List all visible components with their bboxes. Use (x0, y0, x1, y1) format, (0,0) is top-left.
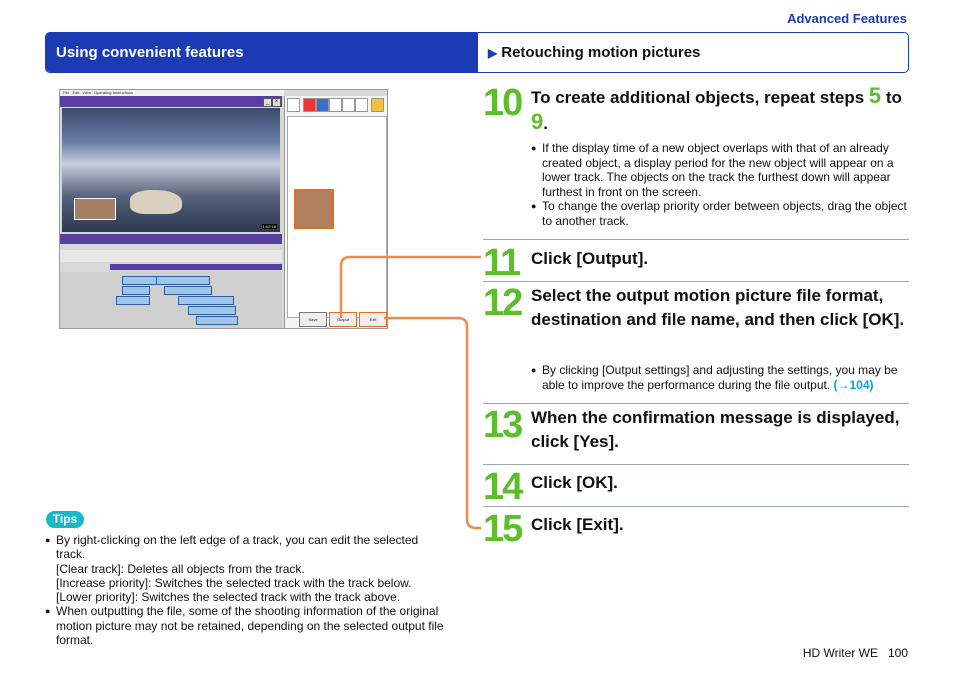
tip-subitem: [Clear track]: Deletes all objects from the track. (56, 561, 305, 576)
overlay-thumbnail (74, 198, 116, 220)
tips-content (45, 533, 450, 647)
tip-item: ● When outputting the file, some of the shooting information of the original motion picture may not be retained, depending on the selected output file format. (45, 604, 450, 647)
page-number: 100 (887, 646, 908, 660)
step-title: Click [Exit]. (531, 515, 624, 534)
select-icon (287, 98, 300, 112)
step-title: Click [Output]. (531, 249, 649, 268)
step-number: 14 (483, 466, 522, 508)
track-clip (156, 276, 210, 285)
step-15 (483, 508, 909, 550)
tip-subitem: [Lower priority]: Switches the selected track with the track above. (56, 590, 401, 605)
step-number: 12 (483, 282, 522, 324)
step-bullets (531, 363, 909, 392)
bullet-item: ● If the display time of a new object overlaps with that of an already created object, a display period for the new object will appear on a lower track. The objects on the track the furthest down will appear furthest in front on the screen. (531, 141, 909, 199)
divider (483, 403, 909, 404)
track-clip (196, 316, 238, 325)
playback-toolbar (60, 250, 282, 262)
page-footer (803, 646, 908, 660)
divider (483, 281, 909, 282)
brush-icon (355, 98, 368, 112)
minimize-icon: _ (263, 98, 272, 107)
track-clip (122, 286, 150, 295)
step-12 (483, 284, 909, 396)
track-clip (188, 306, 236, 315)
divider (483, 464, 909, 465)
exit-button[interactable]: Exit (359, 312, 387, 327)
app-menubar: File Edit View Operating Instructions (60, 90, 284, 96)
step-13 (483, 406, 909, 460)
app-titlebar (60, 96, 282, 107)
object-sidebar (284, 96, 388, 328)
tip-subitem: [Increase priority]: Switches the selected track with the track below. (56, 575, 412, 590)
section-title: Advanced Features (787, 11, 907, 26)
step-number: 15 (483, 508, 522, 550)
step-11 (483, 242, 909, 284)
step-title: To create additional objects, repeat steps 5 to 9. (531, 83, 902, 134)
star-icon (342, 98, 355, 112)
page-header-bar (45, 32, 909, 73)
timeline-tracks (60, 272, 282, 328)
step-title: Click [OK]. (531, 473, 618, 492)
timecode: 1:02:16 (262, 224, 276, 229)
chapter-title: Using convenient features (46, 33, 478, 72)
timeline-header (110, 264, 282, 270)
display-control-bar (60, 234, 282, 244)
rectangle-icon (316, 98, 329, 112)
step-14 (483, 466, 909, 508)
save-button[interactable]: Save (299, 312, 327, 327)
track-clip (164, 286, 212, 295)
triangle-icon: ▶ (488, 46, 498, 60)
step-bullets (531, 141, 909, 228)
track-clip (178, 296, 234, 305)
bullet-item: ● To change the overlap priority order between objects, drag the object to another track. (531, 199, 909, 228)
divider (483, 506, 909, 507)
tip-item: ● By right-clicking on the left edge of a track, you can edit the selected track. (45, 533, 450, 562)
bullet-item: ● By clicking [Output settings] and adjusting the settings, you may be able to improve the performance during the file output. (→104) (531, 363, 909, 392)
circle-icon (303, 98, 316, 112)
object-settings-panel (287, 116, 387, 318)
divider (483, 239, 909, 240)
step-number: 10 (483, 82, 522, 124)
step-number: 13 (483, 404, 522, 446)
image-icon (371, 98, 384, 112)
close-icon: × (272, 98, 281, 107)
output-button[interactable]: Output (329, 312, 357, 327)
rock-shape (130, 190, 182, 214)
tips-badge: Tips (46, 511, 84, 528)
step-number: 11 (483, 242, 520, 284)
text-icon (329, 98, 342, 112)
topic-title: ▶ Retouching motion pictures (488, 44, 701, 61)
track-clip (116, 296, 150, 305)
image-list-thumbnail (294, 189, 334, 229)
connector-exit (384, 318, 481, 528)
video-preview (62, 108, 280, 232)
object-toolbar (287, 98, 385, 112)
step-10 (483, 84, 909, 234)
product-name: HD Writer WE (802, 646, 878, 660)
step-title: When the confirmation message is displayed, click [Yes]. (531, 408, 900, 451)
page-reference-link[interactable]: (→104) (833, 377, 874, 392)
step-title: Select the output motion picture file format, destination and file name, and then click [OK]. (531, 286, 905, 329)
app-screenshot (59, 89, 388, 329)
